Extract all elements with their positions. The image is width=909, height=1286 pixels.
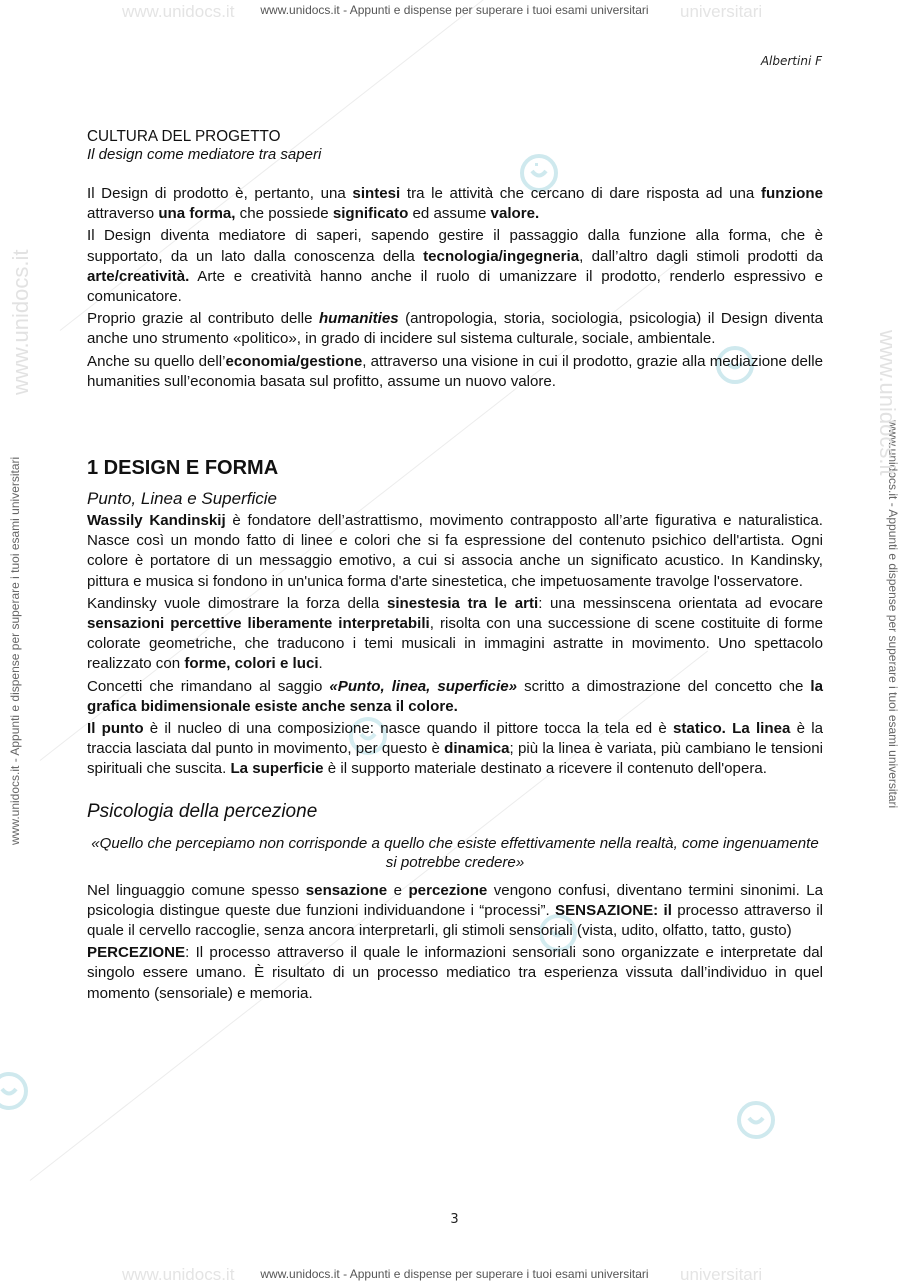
body-paragraph: Nel linguaggio comune spesso sensazione e percezione vengono confusi, diventano termini sinonimi. La psicologia distingue queste due funzioni individuandone i “processi”. SENSAZIONE: il processo attraverso il quale il cervello raccoglie, senza ancora interpretarli, gli stimoli sensoriali (vista, udito, olfatto, tatto, gusto) xyxy=(87,881,824,940)
watermark-right-side: www.unidocs.it - Appunti e dispense per superare i tuoi esami universitari xyxy=(886,420,900,809)
watermark-ghost-bottom-left: www.unidocs.it xyxy=(122,1265,235,1284)
body-paragraph: Il punto è il nucleo di una composizione: nasce quando il pittore tocca la tela ed è statico. La linea è la traccia lasciata dal punto in movimento, per questo è dinamica; più la linea è variata, più cambiano le tensioni spirituali che suscita. La superficie è il supporto materiale destinato a ricevere il contenuto dell'opera. xyxy=(87,720,824,778)
watermark-left-side: www.unidocs.it - Appunti e dispense per superare i tuoi esami universitari xyxy=(8,456,22,845)
watermark-ghost-left: www.unidocs.it xyxy=(8,249,33,395)
section-title: 1 DESIGN E FORMA xyxy=(87,457,279,480)
body-paragraph: PERCEZIONE: Il processo attraverso il quale le informazioni sensoriali sono organizzate e interpretate dal singolo essere umano. È risultato di un processo mediatico tra esperienza vissuta dall’individuo in quel momento (sensoriale) e memoria. xyxy=(87,944,823,1002)
watermark-bottom: www.unidocs.it - Appunti e dispense per superare i tuoi esami universitari xyxy=(260,1267,649,1281)
intro-paragraph: Proprio grazie al contributo delle humanities (antropologia, storia, sociologia, psicologia) il Design diventa anche uno strumento «politico», in grado di incidere sul sistema culturale, sociale, ambientale. xyxy=(87,310,823,348)
intro-paragraph: Il Design diventa mediatore di saperi, sapendo gestire il passaggio dalla funzione alla forma, che è supportato, da un lato dalla conoscenza della tecnologia/ingegneria, dall’altro dagli stimoli prodotti da arte/creatività. Arte e creatività hanno anche il ruolo di umanizzare il prodotto, renderlo espressivo e comunicatore. xyxy=(87,227,823,306)
watermark-top: www.unidocs.it - Appunti e dispense per superare i tuoi esami universitari xyxy=(260,3,649,17)
intro-paragraph: Il Design di prodotto è, pertanto, una sintesi tra le attività che cercano di dare risposta ad una funzione attraverso una forma, che possiede significato ed assume valore. xyxy=(87,185,823,223)
watermark-ghost-top-right: universitari xyxy=(680,2,763,21)
watermark-ghost-right: www.unidocs.it xyxy=(875,330,900,476)
body-paragraph: Concetti che rimandano al saggio «Punto, linea, superficie» scritto a dimostrazione del concetto che la grafica bidimensionale esiste anche senza il colore. xyxy=(87,677,823,715)
subsection-title: Psicologia della percezione xyxy=(87,800,318,822)
subsection-title: Punto, Linea e Superficie xyxy=(87,489,277,509)
quote: «Quello che percepiamo non corrisponde a quello che esiste effettivamente nella realtà, come ingenuamente si potrebbe credere» xyxy=(91,834,819,871)
author-header: Albertini F xyxy=(760,54,822,68)
watermark-ghost-top-left: www.unidocs.it xyxy=(122,2,235,21)
document-body xyxy=(87,128,823,1006)
body-paragraph: Wassily Kandinskij è fondatore dell’astrattismo, movimento contrapposto all’arte figurativa e naturalistica. Nasce così un mondo fatto di linee e colori che si fa espressione del contenuto psichico dell'artista. Ogni colore è portatore di un messaggio emotivo, a cui si associa anche un significato acustico. In Kandinsky, pittura e musica si fondono in un'unica forma d'arte sinestetica, che impetuosamente travolge l'osservatore. xyxy=(87,512,823,590)
unidocs-logo-icon xyxy=(733,1097,779,1143)
page-number: 3 xyxy=(450,1212,459,1227)
unidocs-logo-icon xyxy=(0,1068,32,1114)
body-paragraph: Kandinsky vuole dimostrare la forza della sinestesia tra le arti: una messinscena orientata ad evocare sensazioni percettive liberamente interpretabili, risolta con una successione di scene costituite di forme colorate geometriche, che traducono i temi musicali in immagini astratte in movimento. Uno spettacolo realizzato con forme, colori e luci. xyxy=(87,594,824,673)
intro-title: CULTURA DEL PROGETTO xyxy=(87,128,281,145)
intro-subtitle: Il design come mediatore tra saperi xyxy=(87,146,322,163)
intro-paragraph: Anche su quello dell’economia/gestione, attraverso una visione in cui il prodotto, grazie alla mediazione delle humanities sull’economia basata sul profitto, assume un nuovo valore. xyxy=(87,352,823,390)
watermark-ghost-bottom-right: universitari xyxy=(680,1265,763,1284)
